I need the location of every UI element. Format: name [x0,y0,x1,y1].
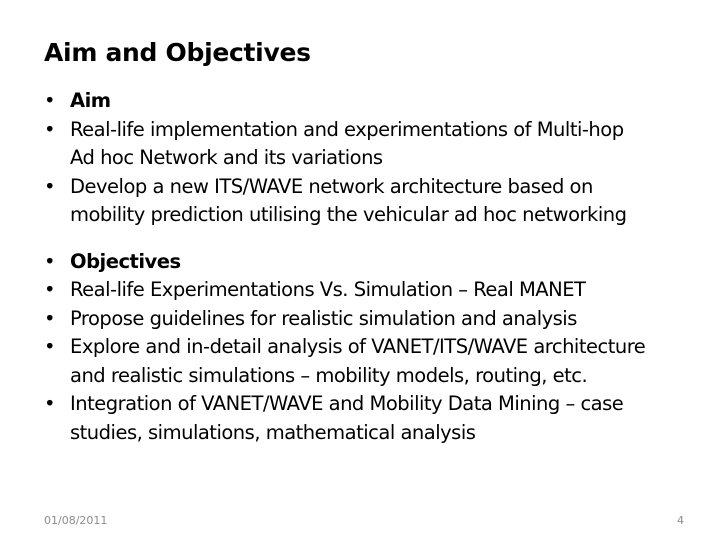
objective-3-line-1: Explore and in-detail analysis of VANET/ITS/WAVE architecture [70,335,646,358]
aim-item-1-line-1: Real-life implementation and experimentations of Multi-hop [70,117,624,141]
bullet-marker: • [44,392,56,415]
footer-date: 01/08/2011 [44,514,108,527]
bullet-marker: • [44,335,56,358]
bullet-marker: • [44,278,56,301]
bullet-marker: • [44,306,56,330]
bullet-marker: • [44,89,56,112]
bullet-objective-2 [44,305,704,334]
bullet-objective-1 [44,276,704,305]
objectives-heading: Objectives [70,249,181,273]
bullet-marker: • [44,174,56,198]
objective-4-line-2: studies, simulations, mathematical analysis [70,420,476,444]
bullet-aim-item-1 [44,116,704,173]
slide-title: Aim and Objectives [44,38,311,67]
objective-3-line-2: and realistic simulations – mobility models, routing, etc. [70,363,588,387]
bullet-list [44,87,704,447]
objective-2-line-1: Propose guidelines for realistic simulation and analysis [70,306,577,330]
bullet-aim-item-2 [44,173,704,230]
objective-1-line-1: Real-life Experimentations Vs. Simulation – Real MANET [70,278,586,301]
aim-item-2-line-1: Develop a new ITS/WAVE network architecture based on [70,174,593,198]
bullet-objectives-heading [44,248,704,277]
bullet-marker: • [44,249,56,273]
aim-item-2-line-2: mobility prediction utilising the vehicular ad hoc networking [70,203,627,226]
aim-heading: Aim [70,89,111,112]
aim-item-1-line-2: Ad hoc Network and its variations [70,146,383,169]
bullet-marker: • [44,117,56,141]
footer-page-number: 4 [677,514,684,527]
bullet-objective-4 [44,390,704,447]
bullet-aim-heading [44,87,704,116]
bullet-objective-3 [44,333,704,390]
section-gap [44,230,704,248]
objective-4-line-1: Integration of VANET/WAVE and Mobility Data Mining – case [70,392,624,415]
